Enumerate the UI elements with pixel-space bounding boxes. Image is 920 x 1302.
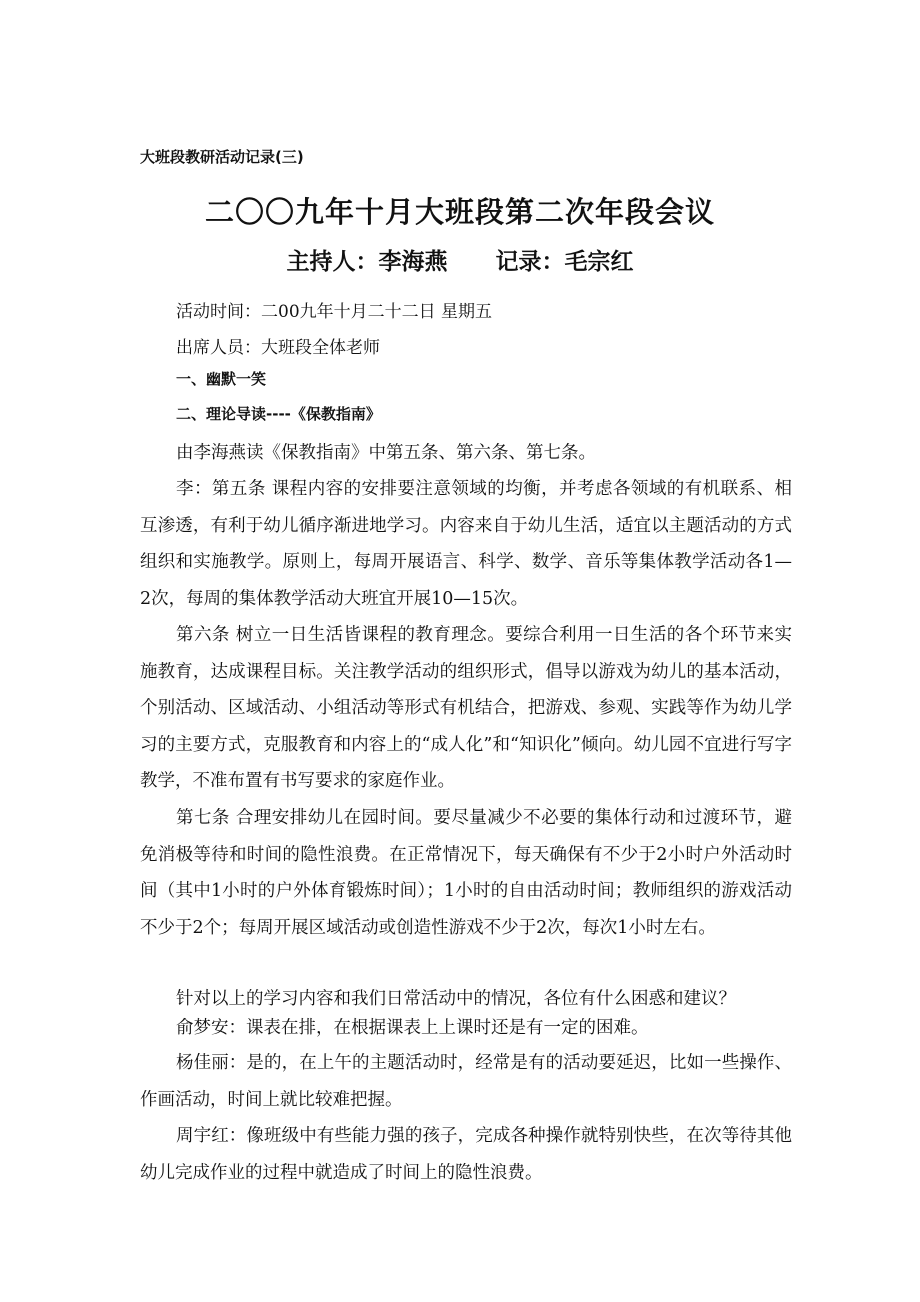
document-label: 大班段教研活动记录(三): [140, 148, 304, 166]
paragraph-article-7: 第七条 合理安排幼儿在园时间。要尽量减少不必要的集体行动和过渡环节，避免消极等待和时间的隐性浪费。在正常情况下，每天确保有不少于2小时户外活动时间（其中1小时的户外体育锻炼时间）；1小时的自由活动时间；教师组织的游戏活动不少于2个；每周开展区域活动或创造性游戏不少于2次，每次1小时左右。: [140, 808, 792, 938]
paragraph-article-6: 第六条 树立一日生活皆课程的教育理念。要综合利用一日生活的各个环节来实施教育，达成课程目标。关注教学活动的组织形式，倡导以游戏为幼儿的基本活动，个别活动、区域活动、小组活动等形式有机结合，把游戏、参观、实践等作为幼儿学习的主要方式，克服教育和内容上的“成人化”和“知识化”倾向。幼儿园不宜进行写字教学，不准布置有书写要求的家庭作业。: [140, 625, 792, 791]
host-name: 主持人：李海燕: [286, 249, 448, 275]
section-heading-theory: 二、理论导读----《保教指南》: [176, 405, 381, 423]
page-title: 二〇〇九年十月大班段第二次年段会议: [204, 195, 715, 229]
recorder-name: 记录：毛宗红: [495, 249, 634, 275]
paragraph-yang: 杨佳丽：是的，在上午的主题活动时，经常是有的活动要延迟，比如一些操作、作画活动，时间上就比较难把握。: [140, 1053, 792, 1110]
activity-time: 活动时间：二00九年十月二十二日 星期五: [176, 302, 493, 322]
subtitle-host-recorder: [0, 243, 920, 276]
paragraph-zhou: 周宇红：像班级中有些能力强的孩子，完成各种操作就特别快些，在次等待其他幼儿完成作业的过程中就造成了时间上的隐性浪费。: [140, 1126, 792, 1183]
paragraph-yu: 俞梦安：课表在排，在根据课表上上课时还是有一定的困难。: [176, 1018, 649, 1038]
paragraph-intro: 由李海燕读《保教指南》中第五条、第六条、第七条。: [176, 443, 596, 463]
paragraph-question: 针对以上的学习内容和我们日常活动中的情况，各位有什么困惑和建议？: [176, 989, 736, 1009]
paragraph-article-5: 李：第五条 课程内容的安排要注意领域的均衡，并考虑各领域的有机联系、相互渗透，有利于幼儿循序渐进地学习。内容来自于幼儿生活，适宜以主题活动的方式组织和实施教学。原则上，每周开展语言、科学、数学、音乐等集体教学活动各1—2次，每周的集体教学活动大班宜开展10—15次。: [140, 479, 792, 609]
section-heading-humor: 一、幽默一笑: [176, 370, 267, 388]
attendees: 出席人员：大班段全体老师: [176, 338, 380, 358]
